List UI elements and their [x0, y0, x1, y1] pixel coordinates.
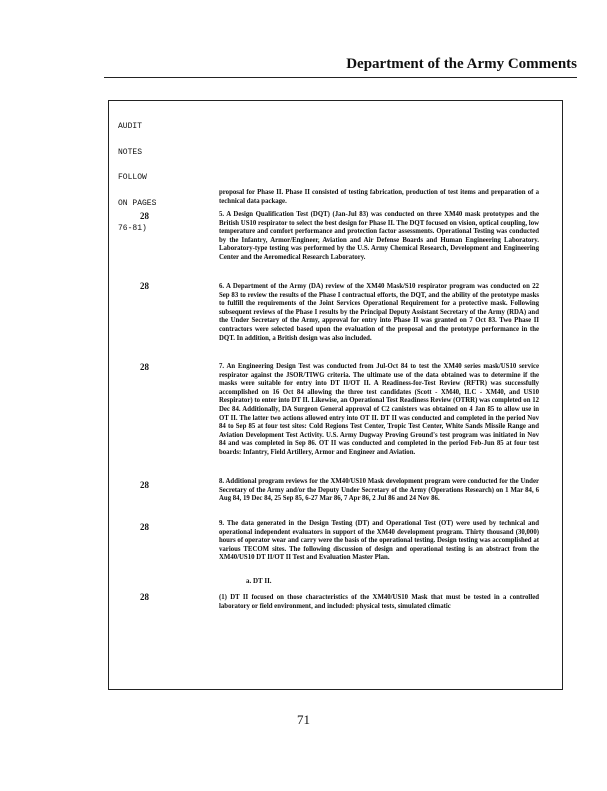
audit-note-line: ON PAGES	[118, 198, 157, 208]
audit-note-stamp	[118, 106, 156, 242]
margin-ref: 28	[140, 480, 149, 490]
page-header-title: Department of the Army Comments	[346, 56, 577, 72]
paragraph-dt-ii-1: (1) DT II focused on those characteristics of the XM40/US10 Mask that must be tested in a controlled laboratory or field environment, and included: physical tests, simulated climatic	[219, 594, 539, 610]
paragraph-8: 8. Additional program reviews for the XM40/US10 Mask development program were conducted for the Under Secretary of the Army and/or the Deputy Under Secretary of the Army (Operations Research) on 1 Mar 84, 6 Aug 84, 19 Dec 84, 25 Sep 85, 6-27 Mar 86, 7 Apr 86, 2 Jul 86 and 24 Nov 86.	[219, 478, 539, 503]
page-number: 71	[297, 712, 310, 727]
audit-note-line: AUDIT	[118, 122, 143, 131]
sub-heading-dt-ii: a. DT II.	[246, 577, 272, 585]
margin-ref: 28	[140, 522, 149, 532]
margin-ref: 28	[140, 211, 149, 221]
header-rule	[104, 77, 577, 78]
paragraph-5: 5. A Design Qualification Test (DQT) (Jan-Jul 83) was conducted on three XM40 mask prototypes and the British US10 respirator to select the best design for Phase II. The DQT focused on vision, optical coupling, low temperature and comfort performance and protection factor assessments. Operational Testing was conducted by the Infantry, Armor/Engineer, Aviation and Air Defense Boards and Human Engineering Laboratory. Laboratory-type testing was performed by the U.S. Army Chemical Research, Development and Engineering Center and the Aeromedical Research Laboratory.	[219, 211, 539, 261]
paragraph-6: 6. A Department of the Army (DA) review of the XM40 Mask/S10 respirator program was conducted on 22 Sep 83 to review the results of the Phase I contractual efforts, the DQT, and the ability of the prototype masks to fulfill the requirements of the Joint Services Operational Requirement for a protective mask. Following subsequent reviews of the Phase I results by the Principal Deputy Assistant Secretary of the Army (RDA) and the Under Secretary of the Army, approval for entry into Phase II was granted on 7 Oct 83. Two Phase II contractors were selected based upon the evaluation of the proposal and the prototype performance in the DQT. In addition, a British design was also included.	[219, 283, 539, 342]
audit-note-line: FOLLOW	[118, 173, 147, 182]
paragraph-9: 9. The data generated in the Design Testing (DT) and Operational Test (OT) were used by technical and operational independent evaluators in support of the XM40 development program. Thirty thousand (30,000) hours of operator wear and carry were the basis of the operational testing. Design testing was accomplished at various TECOM sites. The following discussion of design and operational testing is an abstract from the XM40/US10 DT II/OT II Test and Evaluation Master Plan.	[219, 520, 539, 562]
margin-ref: 28	[140, 362, 149, 372]
paragraph-7: 7. An Engineering Design Test was conducted from Jul-Oct 84 to test the XM40 series mask/US10 service respirator against the JSOR/TIWG criteria. The ultimate use of the data obtained was to determine if the masks were suitable for entry into DT II/OT II. A Readiness-for-Test Review (RFTR) was successfully accomplished on 16 Oct 84 allowing the three test candidates (Scott - XM40, ILC - XM40, and US10 Respirator) to enter into DT II. Likewise, an Operational Test Readiness Review (OTRR) was completed on 12 Dec 84. Additionally, DA Surgeon General approval of C2 canisters was obtained on 4 Jan 85 to allow use in OT II. The latter two actions allowed entry into OT II. DT II was conducted and completed in the period Nov 84 to Sep 85 at four test sites: Cold Regions Test Center, Tropic Test Center, White Sands Missile Range and Aviation Development Test Activity. U.S. Army Dugway Proving Ground's test program was initiated in Nov 84 and was completed in Sep 86. OT II was conducted and completed in the period Feb-Jun 85 at four test boards: Infantry, Field Artillery, Armor and Engineer and Aviation.	[219, 363, 539, 456]
margin-ref: 28	[140, 281, 149, 291]
paragraph-continuation: proposal for Phase II. Phase II consisted of testing fabrication, production of test items and preparation of a technical data package.	[219, 189, 539, 205]
audit-note-line: NOTES	[118, 147, 143, 157]
audit-note-line: 76-81)	[118, 224, 147, 233]
margin-ref: 28	[140, 592, 149, 602]
